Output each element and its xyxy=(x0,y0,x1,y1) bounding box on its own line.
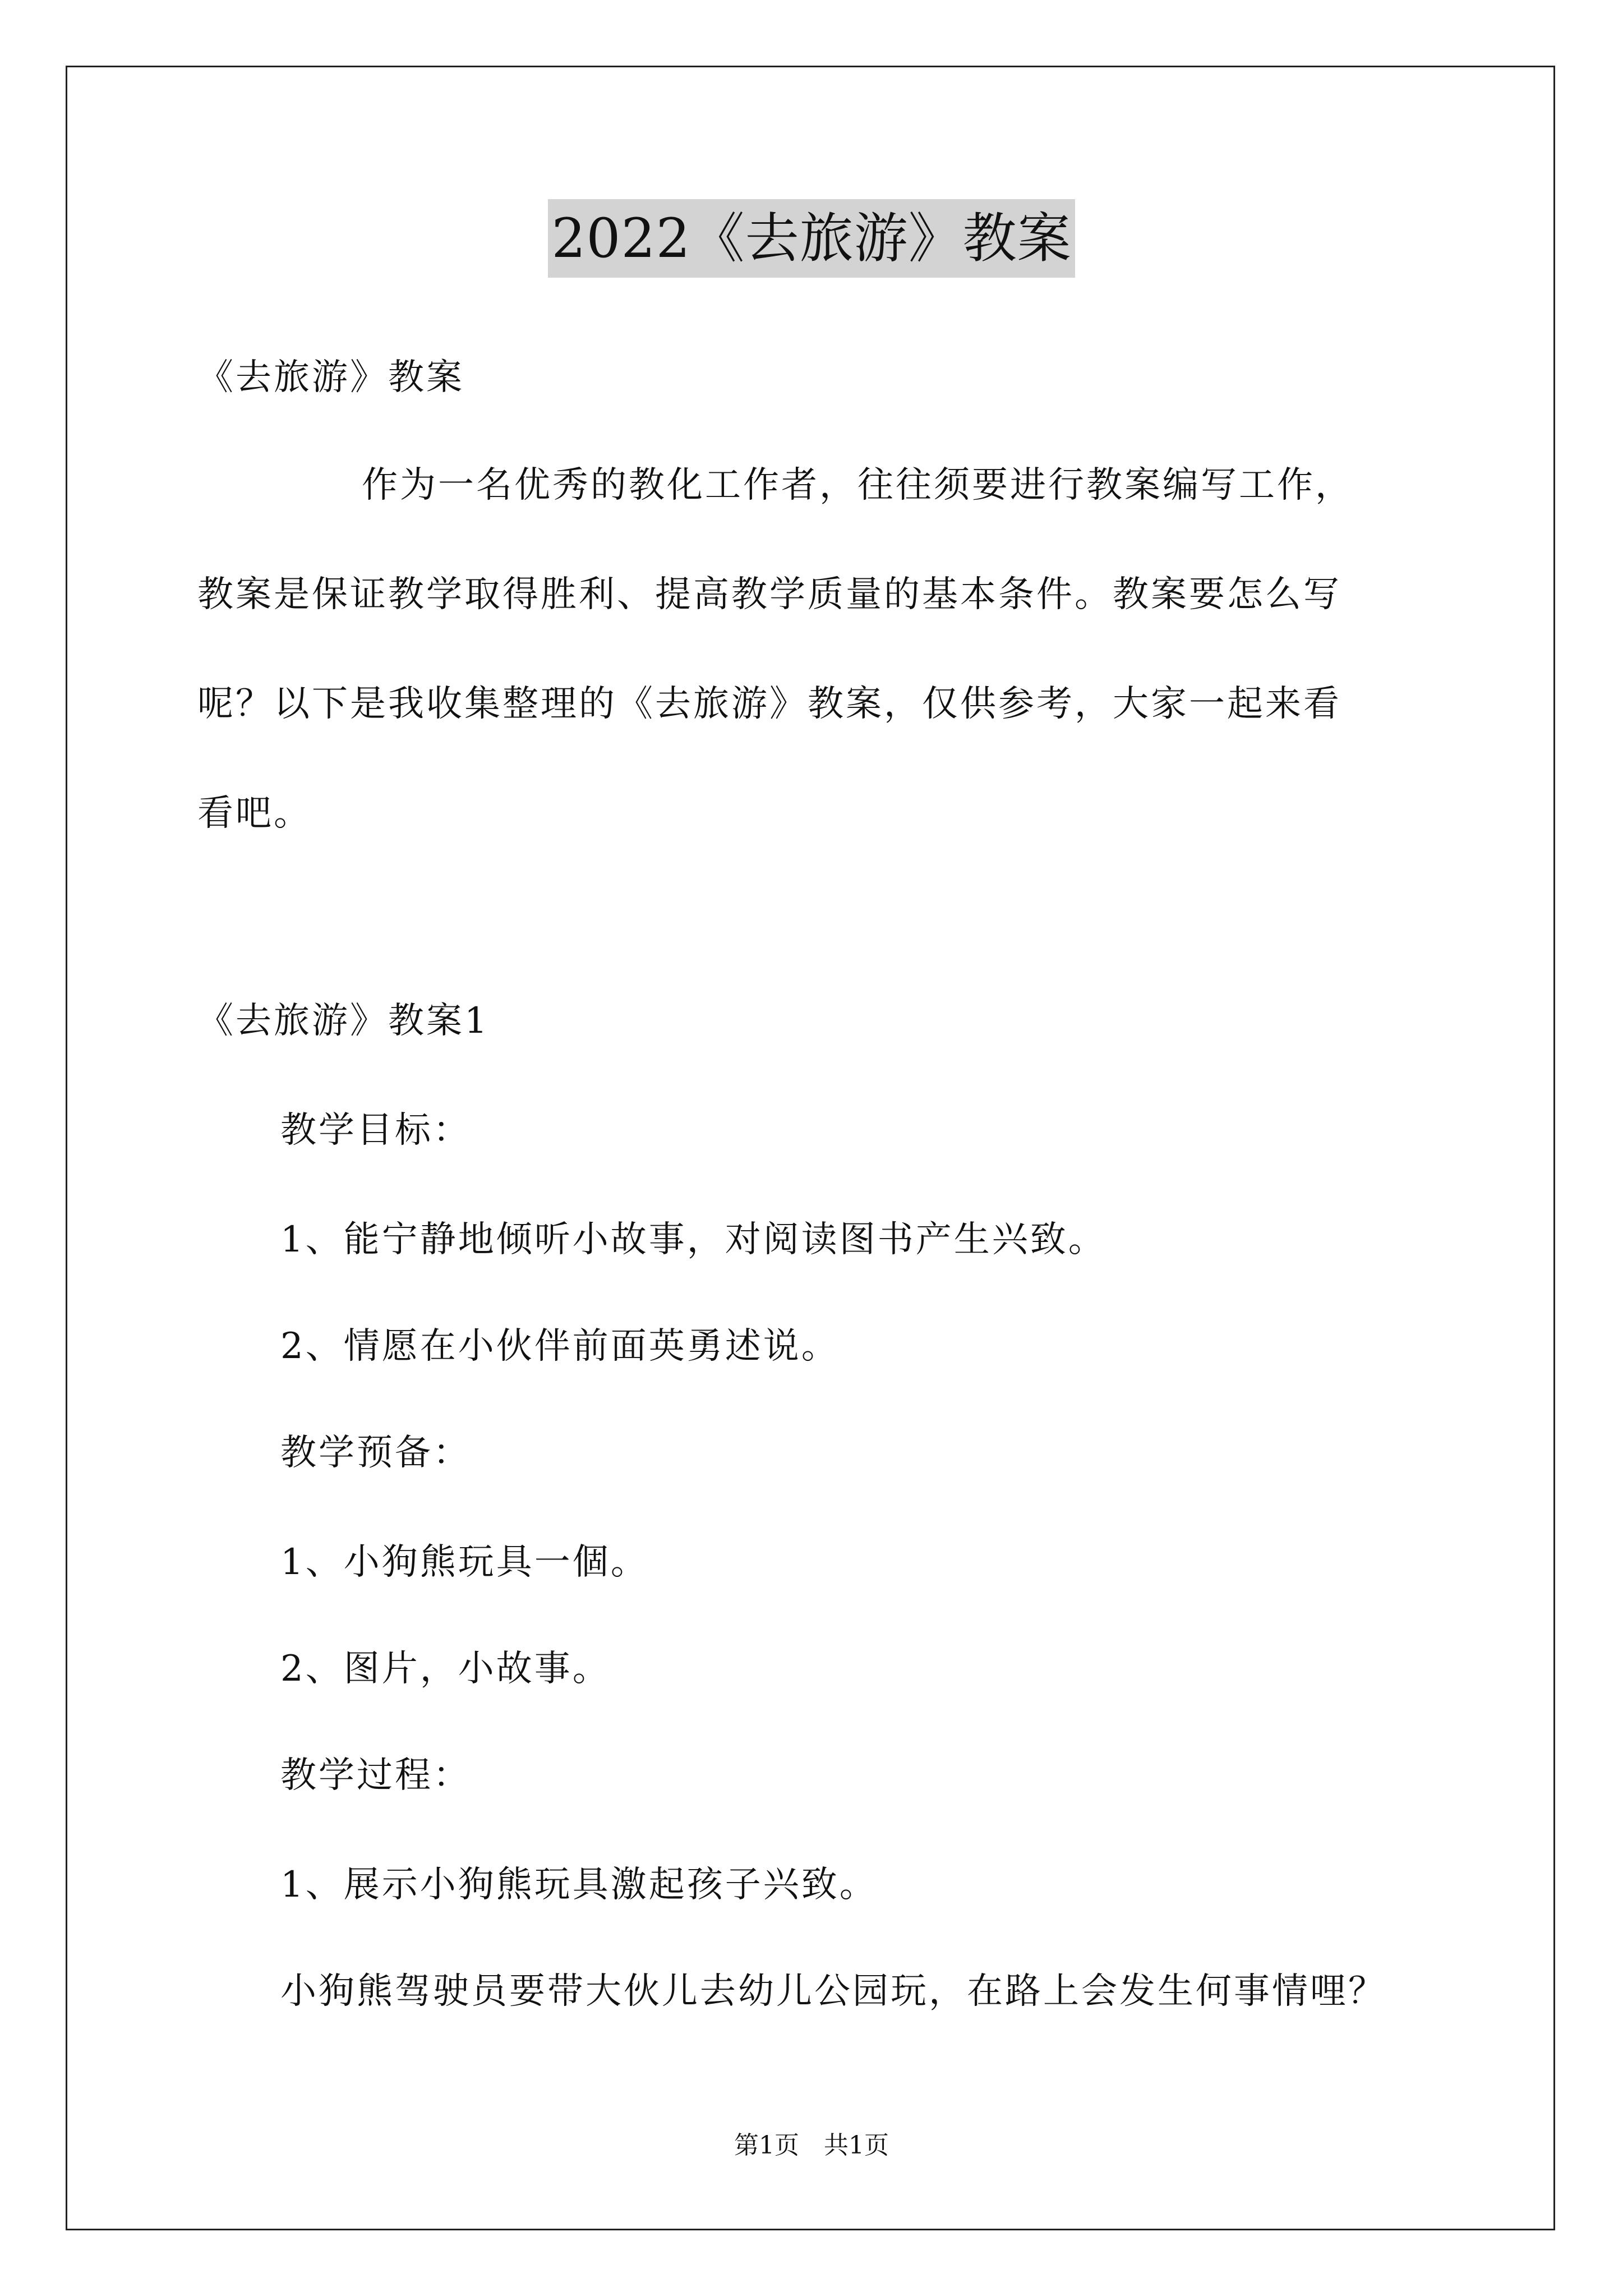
document-title-text: 2022《去旅游》教案 xyxy=(548,199,1075,278)
intro-line-4: 看吧。 xyxy=(197,793,312,834)
body-line: 教学过程： xyxy=(280,1755,471,1796)
body-line: 教学目标： xyxy=(280,1110,471,1151)
body-line: 小狗熊驾驶员要带大伙儿去幼儿公园玩，在路上会发生何事情哩？ xyxy=(280,1971,1386,2012)
body-line: 2、情愿在小伙伴前面英勇述说。 xyxy=(280,1326,840,1367)
body-line: 1、能宁静地倾听小故事，对阅读图书产生兴致。 xyxy=(280,1219,1106,1260)
intro-line-1: 作为一名优秀的教化工作者，往往须要进行教案编写工作， xyxy=(362,464,1353,506)
body-line: 2、图片，小故事。 xyxy=(280,1648,611,1690)
intro-line-2: 教案是保证教学取得胜利、提高教学质量的基本条件。教案要怎么写 xyxy=(197,574,1341,615)
intro-line-3: 呢？以下是我收集整理的《去旅游》教案，仅供参考，大家一起来看 xyxy=(197,683,1341,725)
page-footer: 第1页 共1页 xyxy=(734,2131,889,2160)
section-heading: 《去旅游》教案1 xyxy=(197,1000,490,1042)
body-line: 1、展示小狗熊玩具激起孩子兴致。 xyxy=(280,1864,878,1906)
document-title xyxy=(0,199,1623,278)
body-line: 1、小狗熊玩具一個。 xyxy=(280,1542,649,1583)
document-subtitle: 《去旅游》教案 xyxy=(197,357,464,398)
body-line: 教学预备： xyxy=(280,1432,471,1474)
